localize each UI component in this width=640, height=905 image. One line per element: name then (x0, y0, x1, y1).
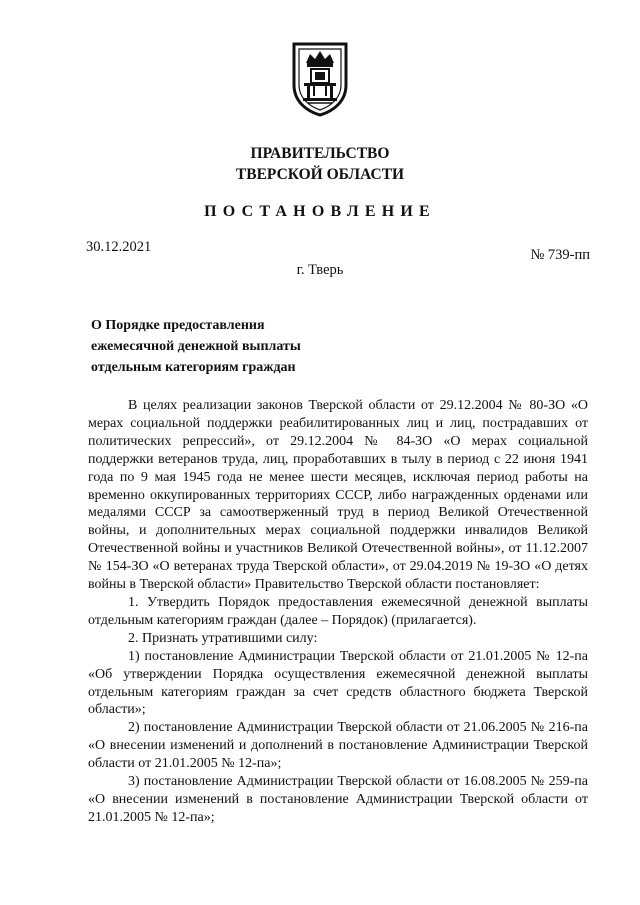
document-type-title: ПОСТАНОВЛЕНИЕ (204, 203, 436, 220)
document-date: 30.12.2021 (86, 239, 152, 255)
subclause-2: 2) постановление Администрации Тверской области от 21.06.2005 № 216-па «О внесении изменений и дополнений в постановление Администрации Тверской области от 21.01.2005 № 12-па»; (88, 720, 588, 772)
subclause-1: 1) постановление Администрации Тверской области от 21.01.2005 № 12-па «Об утверждении Порядка осуществления ежемесячной денежной выплаты отдельным категориям граждан за счет средств областного бюджета Тверской области»; (88, 648, 588, 718)
document-subject (91, 315, 301, 378)
subject-line: отдельным категориям граждан (91, 360, 296, 375)
subclause-3: 3) постановление Администрации Тверской области от 16.08.2005 № 259-па «О внесении изменений в постановление Администрации Тверской области от 21.01.2005 № 12-па»; (88, 774, 588, 825)
preamble-paragraph: В целях реализации законов Тверской области от 29.12.2004 № 80-ЗО «О мерах социальной поддержки реабилитированных лиц и лиц, пострадавших от политических репрессий», от 29.12.2004 № 84-ЗО «О мерах социальной поддержки ветеранов труда, лиц, проработавших в тылу в период с 22 июня 1941 года по 9 мая 1945 года не менее шести месяцев, исключая период работы на временно оккупированных территориях СССР, либо награжденных орденами или медалями СССР за самоотверженный труд в период Великой Отечественной войны, и дополнительных мерах социальной поддержки инвалидов Великой Отечественной войны и участников Великой Отечественной войны», от 11.12.2007 № 154-ЗО «О ветеранах труда Тверской области», от 29.04.2019 № 19-ЗО «О детях войны в Тверской области» Правительство Тверской области постановляет: (88, 398, 588, 593)
government-name-line2: ТВЕРСКОЙ ОБЛАСТИ (235, 166, 405, 183)
document-body (88, 397, 588, 827)
clause-1: 1. Утвердить Порядок предоставления ежемесячной денежной выплаты отдельным категориям граждан (далее – Порядок) (прилагается). (88, 594, 588, 628)
document-number: № 739-пп (530, 247, 590, 263)
tver-coat-of-arms-icon (290, 41, 350, 117)
government-name-line1: ПРАВИТЕЛЬСТВО (250, 145, 390, 162)
clause-2: 2. Признать утратившими силу: (128, 630, 318, 646)
document-city: г. Тверь (296, 262, 344, 278)
subject-line: О Порядке предоставления (91, 318, 265, 333)
subject-line: ежемесячной денежной выплаты (91, 339, 301, 354)
